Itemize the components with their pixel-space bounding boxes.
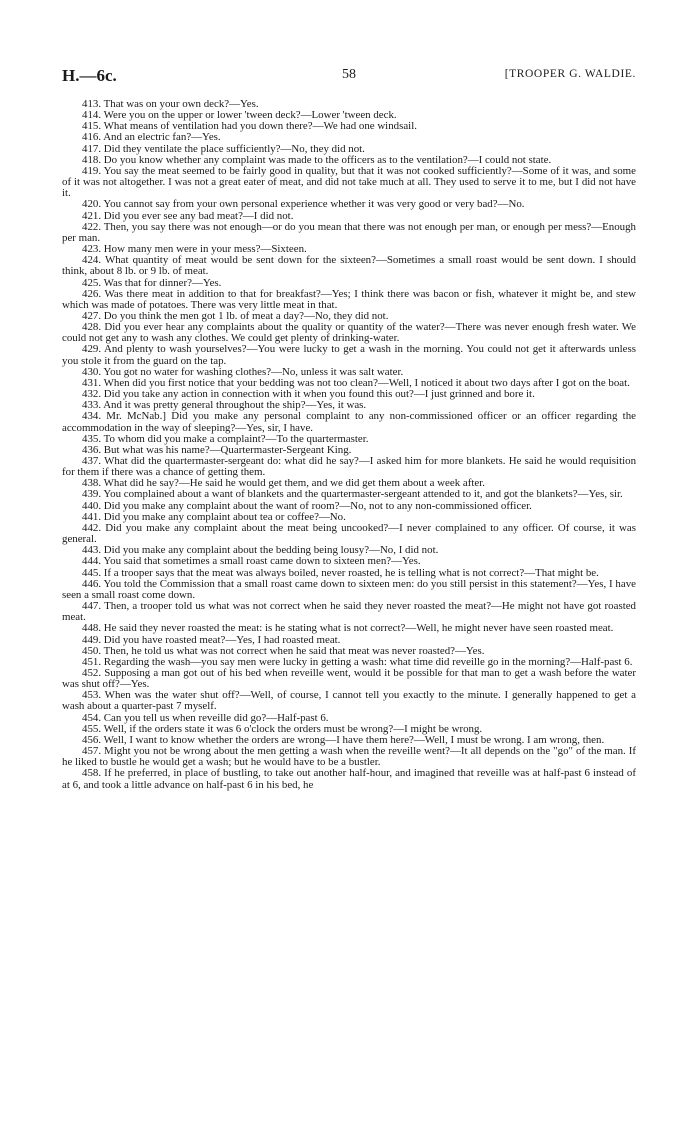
question-number: 427. — [82, 309, 102, 322]
testimony-paragraph — [62, 411, 636, 433]
testimony-paragraph — [62, 166, 636, 199]
question-number: 442. — [82, 521, 102, 534]
testimony-paragraph — [62, 601, 636, 623]
question-answer-text: And an electric fan?—Yes. — [103, 131, 221, 144]
question-answer-text: He said they never roasted the meat: is he stating what is not correct?—Well, he might never have seen roasted meat. — [103, 622, 614, 635]
testimony-paragraph — [62, 579, 636, 601]
question-number: 415. — [82, 120, 102, 133]
question-number: 425. — [82, 276, 102, 289]
question-answer-text: Was that for dinner?—Yes. — [103, 276, 222, 289]
question-answer-text: What did he say?—He said he would get them, and we did get them about a week after. — [103, 477, 485, 490]
question-number: 413. — [82, 98, 102, 110]
question-number: 434. — [82, 410, 102, 423]
question-answer-text: You complained about a want of blankets and the quartermaster-sergeant attended to it, and got the blankets?—Yes, sir. — [103, 488, 623, 501]
testimony-paragraph — [62, 289, 636, 311]
question-answer-text: You cannot say from your own personal experience whether it was very good or very bad?—No. — [103, 198, 525, 211]
question-answer-text: Mr. McNab.] Did you make any personal complaint to any non-commissioned officer or an officer regarding the accommodation in the way of sleeping?—Yes, sir, I have. — [62, 410, 636, 434]
question-answer-text: Did you make any complaint about tea or coffee?—No. — [103, 510, 346, 523]
question-number: 443. — [82, 544, 102, 557]
testimony-paragraph — [62, 222, 636, 244]
question-answer-text: If he preferred, in place of bustling, to take out another half-hour, and imagined that reveille was at half-past 6 instead of at 6, and took a little advance on half-past 6 in his bed, he — [62, 767, 636, 791]
page-number: 58 — [342, 67, 356, 82]
question-number: 439. — [82, 488, 102, 501]
question-number: 431. — [82, 376, 102, 389]
testimony-paragraph — [62, 523, 636, 545]
question-answer-text: Well, if the orders state it was 6 o'clock the orders must be wrong?—I might be wrong. — [103, 722, 483, 735]
question-number: 438. — [82, 477, 102, 490]
question-number: 454. — [82, 711, 102, 724]
question-number: 436. — [82, 443, 102, 456]
question-answer-text: And plenty to wash yourselves?—You were lucky to get a wash in the morning. You could not get it afterwards unless you stole it from the guard on the tap. — [62, 343, 636, 367]
question-answer-text: Then, you say there was not enough—or do you mean that there was not enough per man, or enough per mess?—Enough per man. — [62, 220, 637, 244]
question-answer-text: Do you know whether any complaint was made to the officers as to the ventilation?—I could not state. — [103, 153, 552, 166]
question-number: 458. — [82, 767, 102, 780]
question-answer-text: Can you tell us when reveille did go?—Half-past 6. — [103, 711, 329, 724]
question-answer-text: Do you think the men got 1 lb. of meat a day?—No, they did not. — [103, 309, 389, 322]
question-answer-text: Was there meat in addition to that for breakfast?—Yes; I think there was bacon or fish, whatever it might be, and stew which was made of potatoes. There was very little meat in that. — [62, 287, 637, 311]
question-number: 449. — [82, 633, 102, 646]
question-number: 453. — [82, 689, 102, 702]
question-answer-text: And it was pretty general throughout the ship?—Yes, it was. — [103, 399, 367, 412]
testimony-paragraph — [62, 768, 636, 790]
question-answer-text: You say the meat seemed to be fairly good in quality, but that it was not cooked sufficiently?—Some of it was, and some of it was not altogether. I was not a great eater of meat, and did not take much at all. They used to serve it to me, but I did not have it. — [62, 164, 636, 200]
question-number: 445. — [82, 566, 102, 579]
question-answer-text: Did you have roasted meat?—Yes, I had roasted meat. — [103, 633, 341, 646]
testimony-paragraph — [62, 456, 636, 478]
question-answer-text: How many men were in your mess?—Sixteen. — [103, 243, 307, 256]
question-answer-text: Well, I want to know whether the orders are wrong—I have them here?—Well, I must be wrong. I am wrong, then. — [103, 733, 605, 746]
question-number: 430. — [82, 365, 102, 378]
question-number: 420. — [82, 198, 102, 211]
question-number: 446. — [82, 577, 102, 590]
question-number: 432. — [82, 388, 102, 401]
question-answer-text: But what was his name?—Quartermaster-Sergeant King. — [103, 443, 352, 456]
question-answer-text: What quantity of meat would be sent down for the sixteen?—Sometimes a small roast would be sent down. I should think, about 8 lb. or 9 lb. of meat. — [62, 254, 637, 278]
testimony-paragraph — [62, 255, 636, 277]
testimony-paragraph — [62, 690, 636, 712]
question-answer-text: Then, he told us what was not correct when he said that meat was never roasted?—Yes. — [103, 644, 485, 657]
question-number: 414. — [82, 109, 102, 122]
question-number: 437. — [82, 455, 102, 467]
question-number: 419. — [82, 164, 102, 177]
question-answer-text: Supposing a man got out of his bed when reveille went, would it be possible for that man to get a wash before the water was shut off?—Yes. — [62, 666, 637, 691]
document-code: H.—6c. — [62, 66, 117, 85]
question-answer-text: Then, a trooper told us what was not correct when he said they never roasted the meat?—He might not have got roasted meat. — [62, 600, 636, 624]
question-answer-text: You told the Commission that a small roast came down to sixteen men: do you still persist in this statement?—Yes, I have seen a small roast come down. — [62, 577, 636, 601]
question-answer-text: Did you ever see any bad meat?—I did not. — [103, 209, 294, 222]
question-number: 440. — [82, 499, 102, 512]
question-number: 421. — [82, 209, 102, 222]
question-answer-text: Were you on the upper or lower 'tween deck?—Lower 'tween deck. — [103, 109, 397, 122]
question-number: 444. — [82, 555, 102, 568]
question-answer-text: What did the quartermaster-sergeant do: what did he say?—I asked him for more blankets. He said he would requisition for them if there was a chance of getting them. — [62, 455, 637, 479]
question-number: 418. — [82, 153, 102, 166]
question-number: 416. — [82, 131, 102, 144]
question-answer-text: When did you first notice that your bedding was not too clean?—Well, I noticed it about two days after I got on the boat. — [103, 376, 630, 389]
testimony-body — [62, 99, 636, 791]
question-number: 417. — [82, 142, 102, 155]
question-number: 441. — [82, 510, 102, 523]
question-number: 447. — [82, 600, 102, 613]
question-answer-text: Did you ever hear any complaints about the quality or quantity of the water?—There was never enough fresh water. We could not get any to wash any clothes. We could get plenty of drinking-water. — [62, 321, 636, 345]
question-number: 426. — [82, 287, 102, 300]
testimony-paragraph — [62, 746, 636, 768]
question-number: 457. — [82, 745, 102, 758]
question-answer-text: You said that sometimes a small roast came down to sixteen men?—Yes. — [103, 555, 421, 568]
question-answer-text: Regarding the wash—you say men were lucky in getting a wash: what time did reveille go in the morning?—Half-past 6. — [103, 655, 633, 668]
question-number: 456. — [82, 733, 102, 746]
question-answer-text: To whom did you make a complaint?—To the quartermaster. — [103, 432, 369, 445]
question-number: 429. — [82, 343, 102, 356]
witness-name: [TROOPER G. WALDIE. — [504, 68, 636, 80]
question-number: 428. — [82, 321, 102, 334]
testimony-paragraph — [62, 344, 636, 366]
question-number: 423. — [82, 243, 102, 256]
question-number: 455. — [82, 722, 102, 735]
question-answer-text: Did you take any action in connection with it when you found this out?—I just grinned and bore it. — [103, 388, 535, 401]
question-answer-text: That was on your own deck?—Yes. — [103, 98, 259, 110]
testimony-paragraph — [62, 668, 636, 690]
question-number: 424. — [82, 254, 102, 267]
question-answer-text: What means of ventilation had you down there?—We had one windsail. — [103, 120, 417, 133]
question-number: 450. — [82, 644, 102, 657]
question-answer-text: You got no water for washing clothes?—No, unless it was salt water. — [103, 365, 404, 378]
question-number: 451. — [82, 655, 102, 668]
question-answer-text: Did they ventilate the place sufficiently?—No, they did not. — [103, 142, 365, 155]
question-number: 435. — [82, 432, 102, 445]
question-number: 452. — [82, 666, 102, 679]
question-answer-text: If a trooper says that the meat was always boiled, never roasted, he is telling what is not correct?—That might be. — [103, 566, 599, 579]
question-answer-text: Did you make any complaint about the meat being uncooked?—I never complained to any officer. Of course, it was general. — [62, 521, 636, 546]
question-number: 433. — [82, 399, 102, 412]
question-number: 422. — [82, 220, 102, 233]
question-answer-text: Did you make any complaint about the bedding being lousy?—No, I did not. — [103, 544, 439, 557]
testimony-paragraph — [62, 322, 636, 344]
question-answer-text: When was the water shut off?—Well, of course, I cannot tell you exactly to the minute. I generally happened to get a wash about a quarter-past 7 myself. — [62, 689, 636, 713]
page-header — [62, 66, 636, 88]
question-answer-text: Might you not be wrong about the men getting a wash when the reveille went?—It all depends on the "go" of the man. If he liked to bustle he would get a wash; but he would have to be a bustler. — [62, 745, 636, 769]
question-answer-text: Did you make any complaint about the want of room?—No, not to any non-commissioned officer. — [103, 499, 532, 512]
question-number: 448. — [82, 622, 102, 635]
